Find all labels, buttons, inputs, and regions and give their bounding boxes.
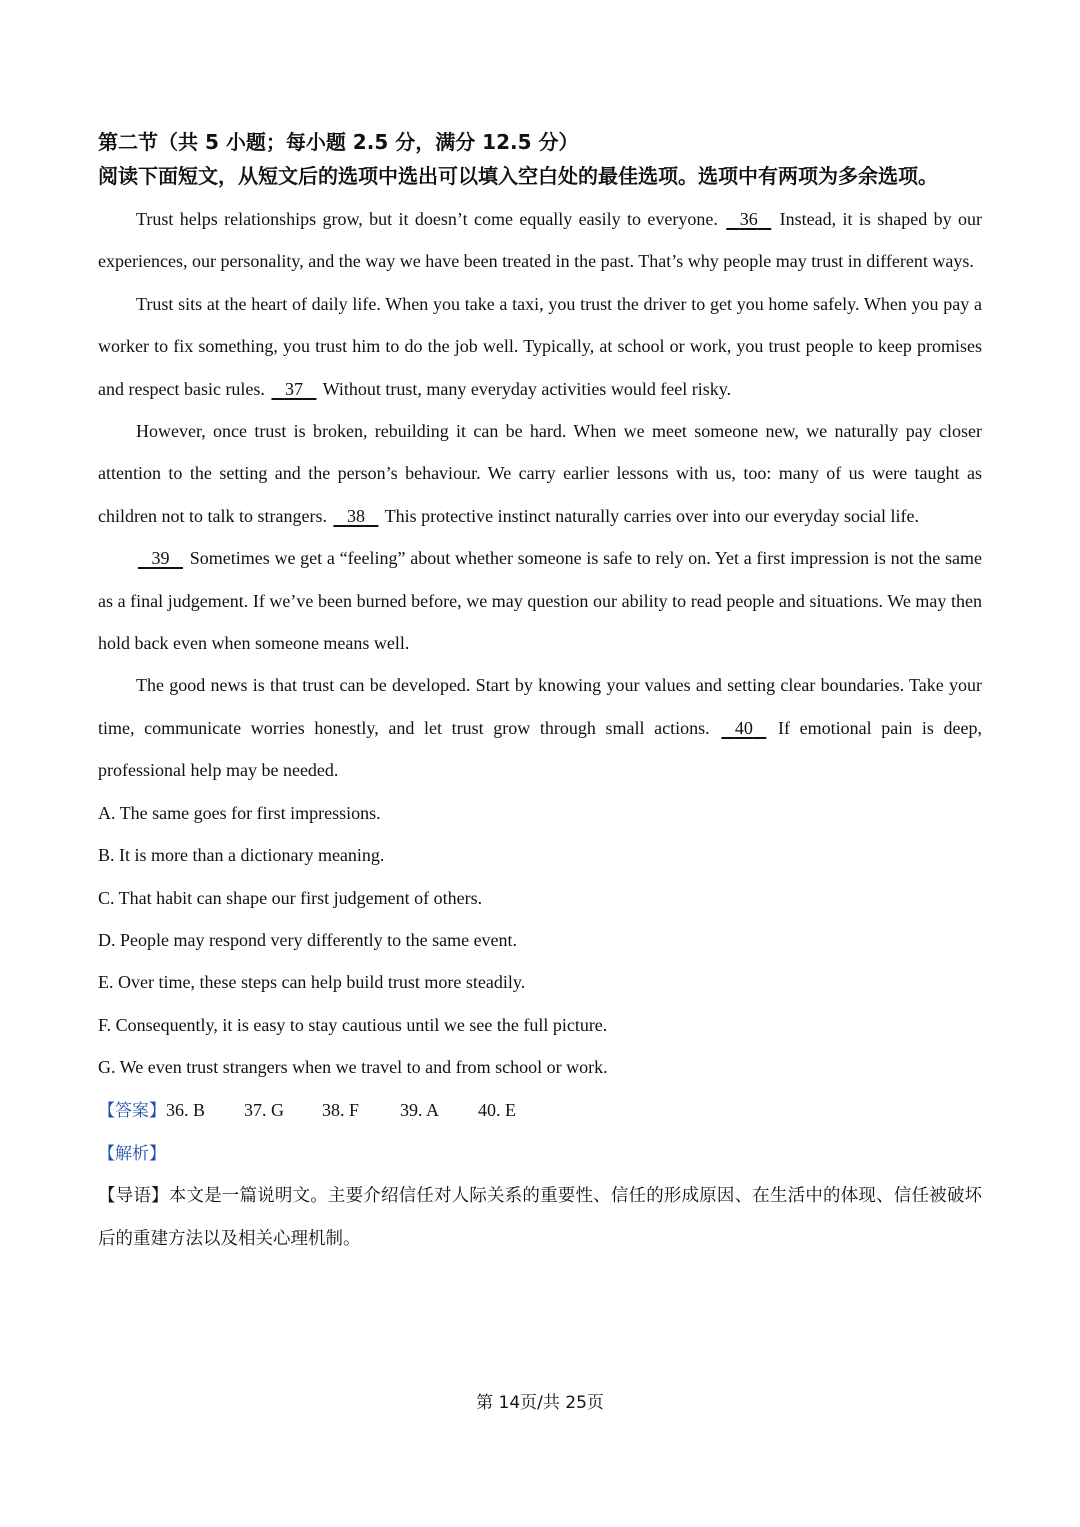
blank-36: 36 — [739, 209, 758, 229]
paragraph-1-text-before: Trust helps relationships grow, but it doesn’t come equally easily to everyone. — [136, 209, 725, 229]
option-g: G. We even trust strangers when we travel to and from school or work. — [98, 1057, 608, 1078]
guide-paragraph — [98, 1175, 982, 1260]
option-b: B. It is more than a dictionary meaning. — [98, 845, 385, 866]
analysis-label: 【解析】 — [98, 1143, 166, 1164]
option-f: F. Consequently, it is easy to stay cautious until we see the full picture. — [98, 1014, 608, 1035]
paragraph-2-text-after: Without trust, many everyday activities would feel risky. — [318, 378, 732, 399]
option-d: D. People may respond very differently to the same event. — [98, 929, 518, 950]
option-c: C. That habit can shape our first judgement of others. — [98, 887, 483, 908]
guide-label: 【导语】 — [98, 1186, 169, 1207]
blank-40: 40 — [734, 717, 753, 738]
paragraph-4-text-after: Sometimes we get a “feeling” about whether someone is safe to rely on. Yet a first impression is not the same as a final judgement. If we’ve been burned before, we may question our ability to read people and situations. We may then hold back even when someone means well. — [98, 548, 982, 654]
blank-39: 39 — [151, 548, 170, 569]
blank-38: 38 — [346, 505, 365, 526]
option-a: A. The same goes for first impressions. — [98, 802, 381, 823]
option-e: E. Over time, these steps can help build trust more steadily. — [98, 972, 526, 993]
answer-39: 39. A — [400, 1099, 440, 1120]
answer-37: 37. G — [244, 1099, 284, 1120]
blank-37: 37 — [284, 378, 303, 399]
paragraph-3-text-before: However, once trust is broken, rebuilding it can be hard. When we meet someone new, we naturally pay closer attention to the setting and the person’s behaviour. We carry earlier lessons with us, too: many of us were taught as children not to talk to strangers. — [98, 421, 982, 526]
paragraph-5 — [98, 664, 982, 791]
analysis-line — [98, 1132, 982, 1175]
answer-36: 36. B — [166, 1099, 206, 1120]
passage — [98, 198, 982, 792]
paragraph-5-text-after: If emotional pain is deep, professional help may be needed. — [98, 717, 983, 781]
paragraph-4 — [98, 537, 982, 664]
options-list — [98, 792, 982, 1089]
answer-38: 38. F — [322, 1099, 360, 1120]
answer-40: 40. E — [478, 1099, 516, 1120]
section-instruction: 阅读下面短文，从短文后的选项中选出可以填入空白处的最佳选项。选项中有两项为多余选项。 — [98, 164, 938, 188]
paragraph-2-text-before: Trust sits at the heart of daily life. When you take a taxi, you trust the driver to get you home safely. When you pay a worker to fix something, you trust him to do the job well. Typically, at school or work, you trust people to keep promises and respect basic rules. — [98, 293, 982, 399]
paragraph-3 — [98, 410, 982, 537]
paragraph-1-text-after: Instead, it is shaped by our experiences, our personality, and the way we have been treated in the past. That’s why people may trust in different ways. — [98, 209, 982, 272]
paragraph-2 — [98, 283, 982, 410]
paragraph-3-text-after: This protective instinct naturally carries over into our everyday social life. — [380, 505, 919, 526]
paragraph-1 — [98, 198, 982, 283]
paragraph-5-text-before: The good news is that trust can be developed. Start by knowing your values and setting clear boundaries. Take your time, communicate worries honestly, and let trust grow through small actions. — [98, 675, 982, 738]
content-area — [98, 124, 982, 1260]
section-title: 第二节（共 5 小题；每小题 2.5 分，满分 12.5 分） — [98, 130, 579, 154]
guide-text: 本文是一篇说明文。主要介绍信任对人际关系的重要性、信任的形成原因、在生活中的体现、信任被破坏后的重建方法以及相关心理机制。 — [98, 1186, 982, 1249]
answer-line — [98, 1089, 982, 1132]
page-footer: 第 14页/共 25页 — [476, 1393, 604, 1413]
answer-label: 【答案】 — [98, 1100, 166, 1121]
